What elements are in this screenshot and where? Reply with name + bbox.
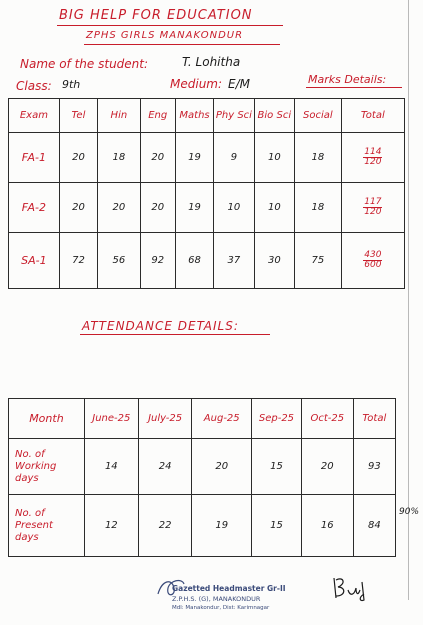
col-total: Total [341,99,404,133]
headmaster-stamp [150,578,300,618]
col-hin: Hin [98,99,141,133]
attendance-row-working [9,439,396,495]
total-cell [341,183,404,233]
col-exam: Exam [9,99,60,133]
exam-cell: FA-1 [9,133,60,183]
col-july: July-25 [138,399,192,439]
col-tel: Tel [59,99,97,133]
school-name: ZPHS GIRLS MANAKONDUR [86,30,244,41]
mark-cell: 68 [175,233,213,289]
mark-cell: 19 [175,133,213,183]
label-line: No. of [15,507,45,519]
attendance-table [8,398,396,557]
medium-value: E/M [228,77,250,91]
mark-cell: 75 [295,233,342,289]
total-obtained: 430 [364,249,382,260]
row-label-working [9,439,85,495]
mark-cell: 56 [98,233,141,289]
marks-row-sa1 [9,233,405,289]
attendance-cell: 93 [353,439,395,495]
attendance-percentage: 90% [399,507,420,517]
total-fraction [363,251,382,271]
mark-cell: 20 [140,133,175,183]
col-month: Month [9,399,85,439]
col-bio-sci: Bio Sci [254,99,294,133]
marks-details-title: Marks Details: [308,73,387,86]
total-max: 600 [364,260,382,270]
attendance-cell: 15 [252,439,302,495]
col-aug: Aug-25 [192,399,252,439]
mark-cell: 18 [295,133,342,183]
exam-cell: FA-2 [9,183,60,233]
exam-cell: SA-1 [9,233,60,289]
stamp-line-title: Gazetted Headmaster Gr-II [172,584,286,593]
label-line: Present [15,519,53,531]
attendance-cell: 20 [301,439,353,495]
attendance-cell: 15 [252,495,302,557]
handwritten-signature [330,572,380,602]
col-june: June-25 [84,399,138,439]
label-line: days [15,472,39,484]
attendance-cell: 19 [192,495,252,557]
mark-cell: 72 [59,233,97,289]
mark-cell: 18 [98,133,141,183]
mark-cell: 10 [254,183,294,233]
col-social: Social [295,99,342,133]
student-name-value: T. Lohitha [182,55,241,69]
mark-cell: 20 [140,183,175,233]
row-label-present [9,495,85,557]
header-title-underline [57,25,283,26]
col-sep: Sep-25 [252,399,302,439]
mark-cell: 20 [59,183,97,233]
marks-table [8,98,405,289]
mark-cell: 20 [98,183,141,233]
mark-cell: 19 [175,183,213,233]
mark-cell: 9 [214,133,254,183]
marks-details-underline [306,87,402,88]
attendance-cell: 16 [301,495,353,557]
col-att-total: Total [353,399,395,439]
total-fraction [363,198,382,218]
attendance-cell: 24 [138,439,192,495]
total-max: 120 [364,207,382,217]
stamp-line-school: Z.P.H.S. (G), MANAKONDUR [172,595,261,603]
total-fraction [363,148,382,168]
attendance-cell: 84 [353,495,395,557]
school-name-underline [84,44,280,45]
student-name-label: Name of the student: [20,57,149,71]
attendance-cell: 14 [84,439,138,495]
attendance-title: ATTENDANCE DETAILS: [82,319,239,333]
mark-cell: 92 [140,233,175,289]
total-cell [341,233,404,289]
col-eng: Eng [140,99,175,133]
col-maths: Maths [175,99,213,133]
mark-cell: 18 [295,183,342,233]
marks-header-row [9,99,405,133]
marks-row-fa1 [9,133,405,183]
class-label: Class: [16,79,52,93]
mark-cell: 10 [254,133,294,183]
marks-row-fa2 [9,183,405,233]
attendance-cell: 20 [192,439,252,495]
total-max: 120 [364,157,382,167]
total-cell [341,133,404,183]
total-obtained: 114 [364,146,382,157]
label-line: No. of [15,448,45,460]
mark-cell: 37 [214,233,254,289]
label-line: days [15,531,39,543]
header-title: BIG HELP FOR EDUCATION [59,8,253,23]
mark-cell: 30 [254,233,294,289]
attendance-cell: 22 [138,495,192,557]
total-obtained: 117 [364,196,382,207]
attendance-title-underline [80,334,270,335]
mark-cell: 20 [59,133,97,183]
class-value: 9th [62,78,81,91]
label-line: Working [15,460,57,472]
attendance-cell: 12 [84,495,138,557]
medium-label: Medium: [170,77,223,91]
col-phy-sci: Phy Sci [214,99,254,133]
attendance-row-present [9,495,396,557]
mark-cell: 10 [214,183,254,233]
stamp-line-address: Mdl: Manakondur, Dist: Karimnagar [172,605,270,611]
attendance-header-row [9,399,396,439]
col-oct: Oct-25 [301,399,353,439]
